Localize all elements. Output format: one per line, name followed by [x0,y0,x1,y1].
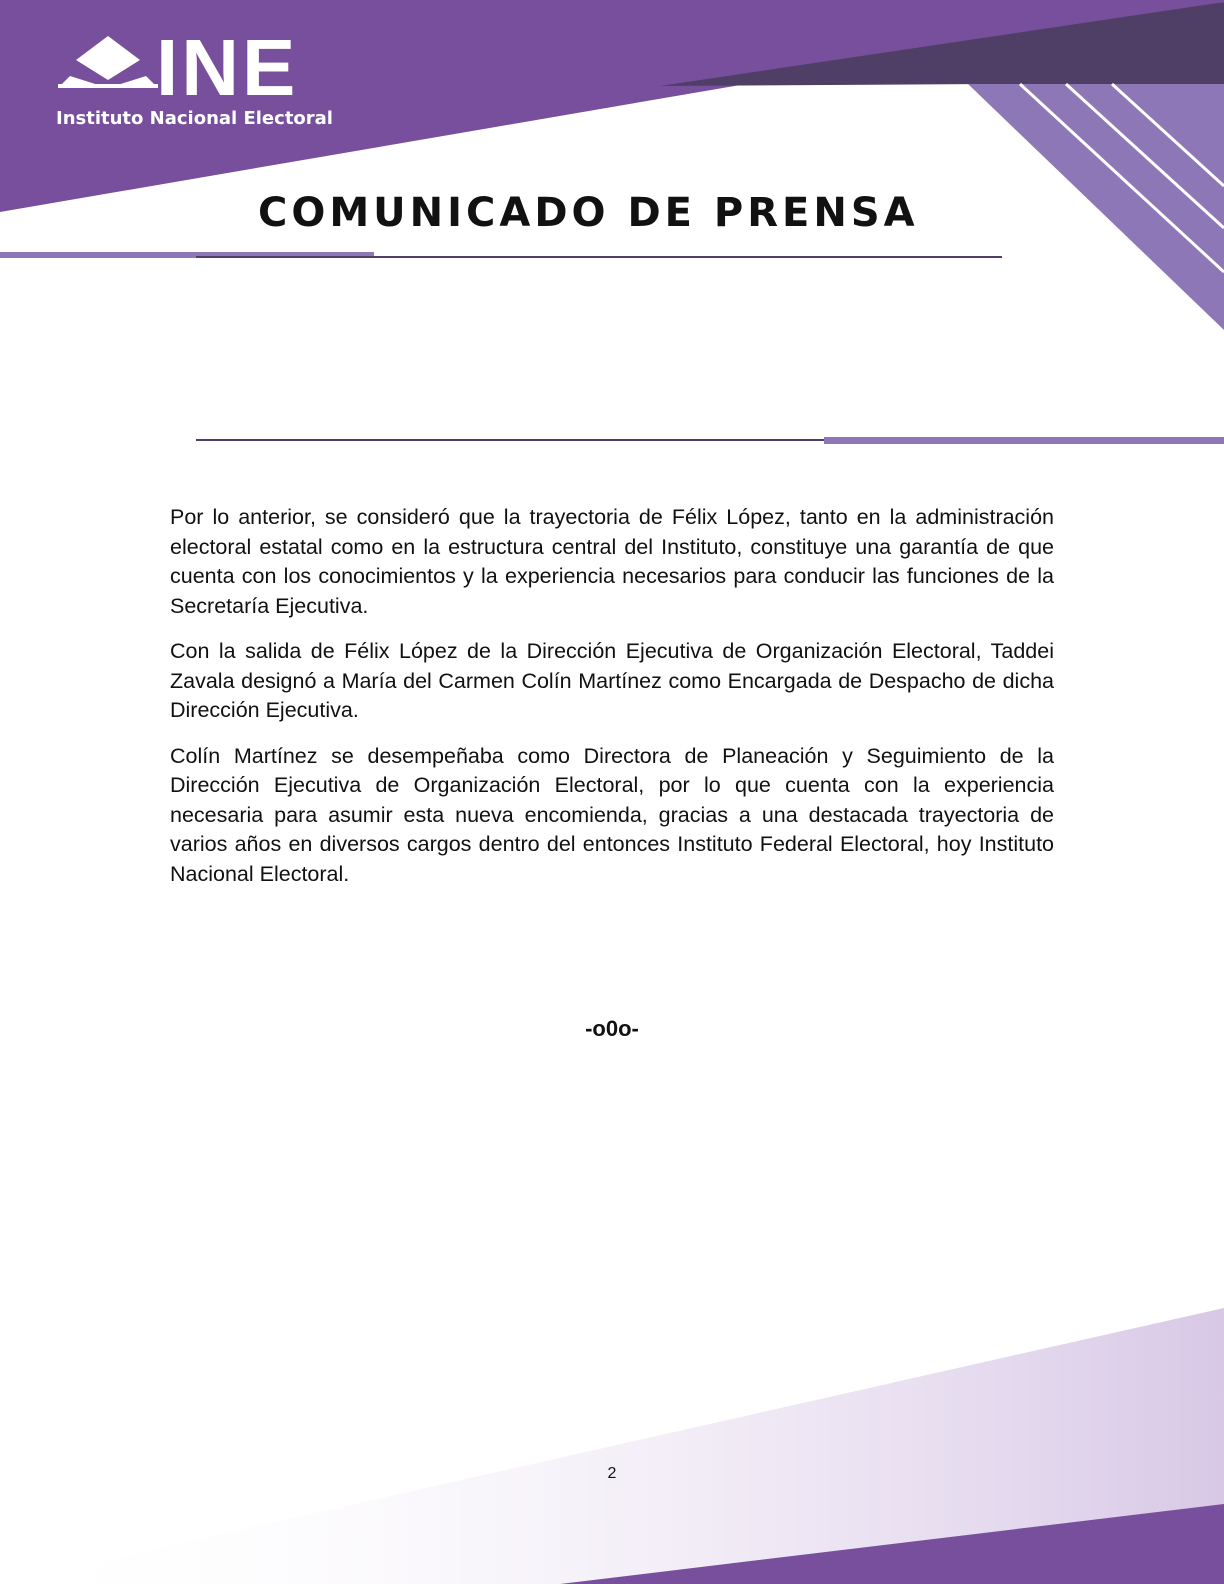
header-light-triangle [968,84,1224,330]
separator-rule-accent [824,437,1224,444]
ine-logo [52,23,362,134]
paragraph: Colín Martínez se desempeñaba como Directora de Planeación y Seguimiento de la Dirección Ejecutiva de Organización Electoral, por lo que cuenta con la experiencia necesaria para asumir esta nueva encomienda, gracias a una destacada trayectoria de varios años en diversos cargos dentro del entonces Instituto Federal Electoral, hoy Instituto Nacional Electoral. [170,743,1054,886]
logo-subtitle: Instituto Nacional Electoral [56,108,333,129]
paragraph: Con la salida de Félix López de la Dirección Ejecutiva de Organización Electoral, Taddei Zavala designó a María del Carmen Colín Martínez como Encargada de Despacho de dicha Dirección Ejecutiva. [170,639,1054,722]
logo-wordmark: INE [156,23,299,112]
paragraph: Por lo anterior, se consideró que la trayectoria de Félix López, tanto en la administración electoral estatal como en la estructura central del Instituto, constituye una garantía de que cuenta con los conocimientos y la experiencia necesarios para conducir las funciones de la Secretaría Ejecutiva. [170,505,1054,618]
closing-mark: -o0o- [585,1016,639,1041]
ine-ballot-mark-icon [58,36,158,100]
title-rule [196,256,1002,258]
page-title: COMUNICADO DE PRENSA [258,190,919,236]
page-number: 2 [607,1465,617,1482]
press-release-body [170,503,1054,905]
